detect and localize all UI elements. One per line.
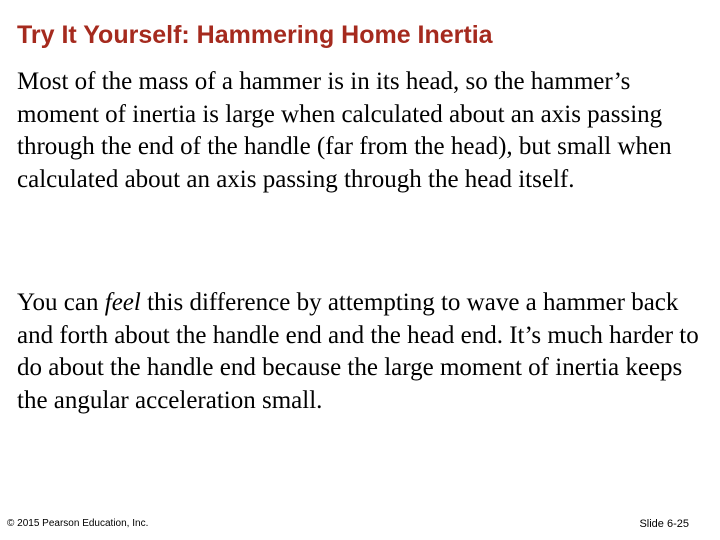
paragraph-2-text-before: You can (17, 289, 105, 316)
paragraph-2-emphasis: feel (104, 289, 141, 316)
body-paragraph-2 (17, 287, 707, 417)
slide-number: Slide 6-25 (639, 518, 689, 530)
paragraph-2-text-after: this difference by attempting to wave a hammer back and forth about the handle end and the head end. It’s much harder to do about the handle end because the large moment of inertia keeps the angular acceleration small. (17, 289, 699, 414)
body-paragraph-1: Most of the mass of a hammer is in its head, so the hammer’s moment of inertia is large when calculated about an axis passing through the end of the handle (far from the head), but small when calculated about an axis passing through the head itself. (17, 68, 672, 193)
slide-title: Try It Yourself: Hammering Home Inertia (17, 21, 493, 49)
copyright-footer: © 2015 Pearson Education, Inc. (7, 518, 149, 529)
